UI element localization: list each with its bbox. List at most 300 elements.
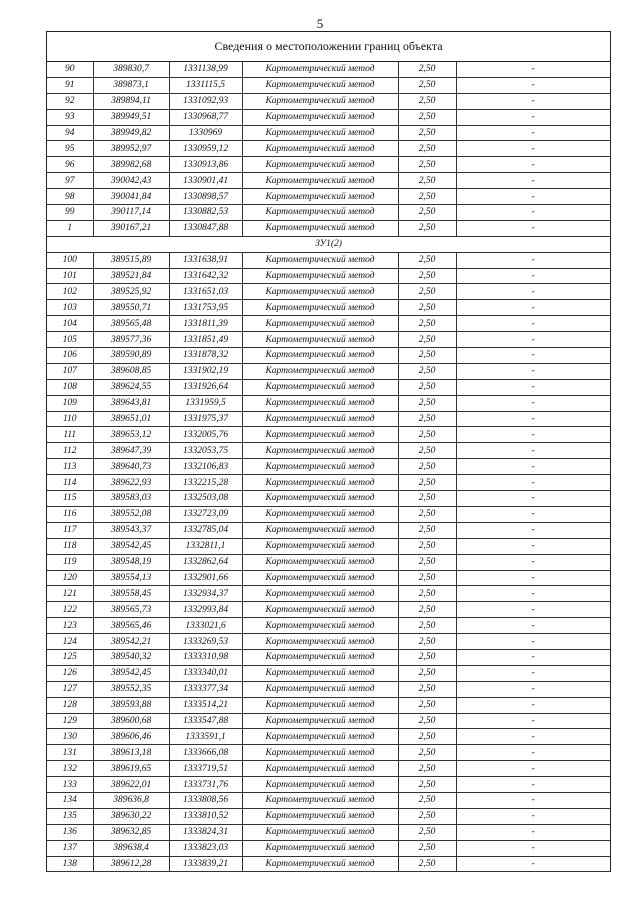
cell-coord-y: 1333310,98 [169,649,242,665]
cell-method: Картометрический метод [242,77,398,93]
table-row [47,602,610,618]
cell-note: - [456,856,610,872]
cell-coord-x: 389624,55 [93,379,169,395]
cell-coord-x: 389622,93 [93,475,169,491]
cell-coord-y: 1331115,5 [169,77,242,93]
table-row [47,379,610,395]
cell-coord-y: 1332723,09 [169,506,242,522]
cell-point-number: 97 [47,173,93,189]
cell-coord-y: 1332811,1 [169,538,242,554]
cell-coord-y: 1330901,41 [169,173,242,189]
table-row [47,62,610,77]
table-row [47,840,610,856]
cell-note: - [456,697,610,713]
cell-method: Картометрический метод [242,205,398,221]
cell-note: - [456,618,610,634]
cell-coord-x: 389949,82 [93,125,169,141]
table-row [47,761,610,777]
cell-accuracy: 2,50 [398,77,456,93]
cell-coord-y: 1332785,04 [169,522,242,538]
cell-coord-y: 1333547,88 [169,713,242,729]
cell-point-number: 107 [47,363,93,379]
cell-accuracy: 2,50 [398,554,456,570]
cell-accuracy: 2,50 [398,745,456,761]
cell-method: Картометрический метод [242,538,398,554]
cell-accuracy: 2,50 [398,697,456,713]
cell-note: - [456,777,610,793]
cell-coord-x: 389565,46 [93,618,169,634]
cell-coord-y: 1331811,39 [169,316,242,332]
cell-coord-x: 389590,89 [93,348,169,364]
cell-accuracy: 2,50 [398,189,456,205]
cell-point-number: 114 [47,475,93,491]
cell-accuracy: 2,50 [398,777,456,793]
cell-note: - [456,729,610,745]
cell-coord-y: 1332053,75 [169,443,242,459]
cell-note: - [456,427,610,443]
table-row [47,141,610,157]
cell-note: - [456,602,610,618]
table-row [47,157,610,173]
cell-coord-y: 1332862,64 [169,554,242,570]
cell-method: Картометрический метод [242,697,398,713]
cell-method: Картометрический метод [242,761,398,777]
cell-coord-x: 389543,37 [93,522,169,538]
cell-accuracy: 2,50 [398,729,456,745]
cell-accuracy: 2,50 [398,808,456,824]
cell-coord-y: 1331959,5 [169,395,242,411]
cell-coord-x: 389583,03 [93,491,169,507]
cell-coord-y: 1333824,31 [169,824,242,840]
cell-coord-x: 389565,73 [93,602,169,618]
table-row [47,443,610,459]
cell-accuracy: 2,50 [398,538,456,554]
table-row [47,332,610,348]
section-label: ЗУ1(2) [47,236,610,252]
cell-coord-x: 389606,46 [93,729,169,745]
cell-method: Картометрический метод [242,332,398,348]
cell-point-number: 116 [47,506,93,522]
cell-method: Картометрический метод [242,634,398,650]
cell-coord-y: 1330968,77 [169,109,242,125]
cell-note: - [456,475,610,491]
cell-note: - [456,93,610,109]
cell-accuracy: 2,50 [398,649,456,665]
cell-coord-y: 1331975,37 [169,411,242,427]
cell-note: - [456,586,610,602]
cell-accuracy: 2,50 [398,268,456,284]
cell-coord-y: 1333021,6 [169,618,242,634]
cell-point-number: 125 [47,649,93,665]
cell-point-number: 138 [47,856,93,872]
cell-point-number: 133 [47,777,93,793]
cell-note: - [456,570,610,586]
cell-method: Картометрический метод [242,665,398,681]
cell-note: - [456,173,610,189]
cell-method: Картометрический метод [242,125,398,141]
cell-accuracy: 2,50 [398,570,456,586]
cell-method: Картометрический метод [242,316,398,332]
cell-coord-x: 389540,32 [93,649,169,665]
cell-coord-x: 389619,65 [93,761,169,777]
cell-note: - [456,363,610,379]
table-row [47,570,610,586]
cell-point-number: 129 [47,713,93,729]
cell-coord-y: 1331753,95 [169,300,242,316]
cell-point-number: 111 [47,427,93,443]
cell-coord-x: 389542,45 [93,538,169,554]
cell-coord-x: 389653,12 [93,427,169,443]
cell-method: Картометрический метод [242,840,398,856]
cell-note: - [456,141,610,157]
cell-accuracy: 2,50 [398,792,456,808]
page-number: 5 [316,16,324,31]
cell-coord-y: 1333719,51 [169,761,242,777]
cell-coord-y: 1332503,08 [169,491,242,507]
cell-coord-x: 389647,39 [93,443,169,459]
cell-coord-y: 1330882,53 [169,205,242,221]
table-row [47,729,610,745]
cell-note: - [456,348,610,364]
cell-point-number: 118 [47,538,93,554]
cell-coord-y: 1333839,21 [169,856,242,872]
cell-point-number: 137 [47,840,93,856]
cell-coord-x: 389521,84 [93,268,169,284]
cell-accuracy: 2,50 [398,506,456,522]
cell-coord-x: 389613,18 [93,745,169,761]
table-row [47,506,610,522]
cell-coord-y: 1331926,64 [169,379,242,395]
cell-point-number: 117 [47,522,93,538]
cell-note: - [456,109,610,125]
cell-note: - [456,808,610,824]
cell-coord-y: 1333808,56 [169,792,242,808]
cell-method: Картометрический метод [242,300,398,316]
boundary-table-sheet [46,31,611,872]
cell-note: - [456,252,610,268]
cell-point-number: 103 [47,300,93,316]
cell-note: - [456,713,610,729]
table-row [47,189,610,205]
cell-point-number: 94 [47,125,93,141]
cell-accuracy: 2,50 [398,475,456,491]
table-row [47,363,610,379]
cell-method: Картометрический метод [242,443,398,459]
table-row [47,522,610,538]
cell-accuracy: 2,50 [398,62,456,77]
cell-coord-x: 389593,88 [93,697,169,713]
cell-note: - [456,554,610,570]
table-row [47,777,610,793]
cell-coord-y: 1332993,84 [169,602,242,618]
cell-coord-y: 1331138,99 [169,62,242,77]
table-row [47,268,610,284]
cell-method: Картометрический метод [242,713,398,729]
cell-method: Картометрический метод [242,62,398,77]
cell-accuracy: 2,50 [398,459,456,475]
cell-note: - [456,220,610,236]
cell-accuracy: 2,50 [398,109,456,125]
cell-point-number: 98 [47,189,93,205]
cell-method: Картометрический метод [242,808,398,824]
cell-accuracy: 2,50 [398,602,456,618]
cell-coord-x: 389552,08 [93,506,169,522]
cell-coord-y: 1331638,91 [169,252,242,268]
table-row [47,856,610,872]
cell-accuracy: 2,50 [398,284,456,300]
cell-point-number: 91 [47,77,93,93]
table-row [47,713,610,729]
cell-accuracy: 2,50 [398,443,456,459]
cell-coord-y: 1332934,37 [169,586,242,602]
cell-note: - [456,125,610,141]
cell-coord-x: 389542,45 [93,665,169,681]
table-row [47,586,610,602]
cell-coord-y: 1332901,66 [169,570,242,586]
cell-note: - [456,395,610,411]
cell-method: Картометрический метод [242,777,398,793]
cell-method: Картометрический метод [242,649,398,665]
table-row [47,808,610,824]
cell-note: - [456,268,610,284]
cell-coord-x: 389600,68 [93,713,169,729]
cell-accuracy: 2,50 [398,395,456,411]
cell-coord-x: 389577,36 [93,332,169,348]
cell-method: Картометрический метод [242,348,398,364]
cell-note: - [456,665,610,681]
table-row [47,792,610,808]
cell-method: Картометрический метод [242,284,398,300]
cell-point-number: 132 [47,761,93,777]
table-row [47,220,610,236]
table-row [47,745,610,761]
table-row [47,348,610,364]
cell-method: Картометрический метод [242,506,398,522]
table-row [47,252,610,268]
section-row [47,236,610,252]
cell-coord-x: 390117,14 [93,205,169,221]
table-row [47,475,610,491]
cell-method: Картометрический метод [242,173,398,189]
cell-point-number: 112 [47,443,93,459]
cell-point-number: 122 [47,602,93,618]
cell-method: Картометрический метод [242,427,398,443]
cell-coord-x: 389558,45 [93,586,169,602]
cell-point-number: 96 [47,157,93,173]
cell-coord-y: 1333810,52 [169,808,242,824]
cell-method: Картометрический метод [242,792,398,808]
cell-accuracy: 2,50 [398,427,456,443]
cell-coord-y: 1330913,86 [169,157,242,173]
cell-note: - [456,205,610,221]
cell-point-number: 134 [47,792,93,808]
table-row [47,316,610,332]
cell-point-number: 95 [47,141,93,157]
table-row [47,538,610,554]
cell-accuracy: 2,50 [398,205,456,221]
cell-note: - [456,634,610,650]
table-row [47,554,610,570]
cell-point-number: 121 [47,586,93,602]
cell-note: - [456,761,610,777]
cell-method: Картометрический метод [242,586,398,602]
table-row [47,459,610,475]
cell-coord-x: 389651,01 [93,411,169,427]
table-row [47,427,610,443]
cell-accuracy: 2,50 [398,761,456,777]
cell-accuracy: 2,50 [398,618,456,634]
cell-accuracy: 2,50 [398,300,456,316]
cell-note: - [456,506,610,522]
cell-coord-y: 1331642,32 [169,268,242,284]
cell-coord-x: 389830,7 [93,62,169,77]
table-row [47,300,610,316]
cell-coord-x: 390041,84 [93,189,169,205]
cell-accuracy: 2,50 [398,379,456,395]
cell-point-number: 102 [47,284,93,300]
cell-method: Картометрический метод [242,93,398,109]
cell-coord-y: 1333377,34 [169,681,242,697]
cell-point-number: 127 [47,681,93,697]
cell-method: Картометрический метод [242,459,398,475]
cell-coord-x: 389525,92 [93,284,169,300]
cell-coord-x: 389554,13 [93,570,169,586]
cell-accuracy: 2,50 [398,681,456,697]
cell-point-number: 136 [47,824,93,840]
cell-accuracy: 2,50 [398,348,456,364]
cell-point-number: 100 [47,252,93,268]
cell-point-number: 115 [47,491,93,507]
cell-coord-y: 1330969 [169,125,242,141]
cell-coord-x: 389894,11 [93,93,169,109]
table-row [47,634,610,650]
cell-method: Картометрический метод [242,268,398,284]
cell-accuracy: 2,50 [398,856,456,872]
cell-method: Картометрический метод [242,491,398,507]
cell-coord-y: 1331651,03 [169,284,242,300]
cell-coord-y: 1333514,21 [169,697,242,713]
cell-accuracy: 2,50 [398,332,456,348]
cell-coord-x: 389548,19 [93,554,169,570]
cell-coord-x: 389638,4 [93,840,169,856]
cell-note: - [456,300,610,316]
cell-method: Картометрический метод [242,554,398,570]
cell-note: - [456,316,610,332]
cell-accuracy: 2,50 [398,665,456,681]
cell-method: Картометрический метод [242,618,398,634]
cell-accuracy: 2,50 [398,586,456,602]
cell-coord-y: 1332106,83 [169,459,242,475]
table-row [47,284,610,300]
table-row [47,618,610,634]
cell-coord-x: 389542,21 [93,634,169,650]
table-row [47,824,610,840]
cell-coord-y: 1330898,57 [169,189,242,205]
cell-coord-y: 1333269,53 [169,634,242,650]
cell-note: - [456,157,610,173]
cell-point-number: 135 [47,808,93,824]
cell-method: Картометрический метод [242,189,398,205]
cell-note: - [456,189,610,205]
cell-point-number: 105 [47,332,93,348]
cell-note: - [456,491,610,507]
cell-coord-x: 389982,68 [93,157,169,173]
cell-point-number: 104 [47,316,93,332]
cell-coord-x: 389636,8 [93,792,169,808]
cell-coord-y: 1332005,76 [169,427,242,443]
cell-method: Картометрический метод [242,729,398,745]
table-row [47,109,610,125]
table-row [47,697,610,713]
table-row [47,93,610,109]
cell-accuracy: 2,50 [398,141,456,157]
cell-coord-x: 389643,81 [93,395,169,411]
cell-point-number: 101 [47,268,93,284]
cell-note: - [456,792,610,808]
cell-note: - [456,745,610,761]
cell-accuracy: 2,50 [398,522,456,538]
cell-note: - [456,824,610,840]
cell-method: Картометрический метод [242,220,398,236]
cell-point-number: 93 [47,109,93,125]
cell-accuracy: 2,50 [398,840,456,856]
cell-coord-y: 1332215,28 [169,475,242,491]
cell-point-number: 108 [47,379,93,395]
cell-coord-x: 389550,71 [93,300,169,316]
cell-coord-y: 1333823,03 [169,840,242,856]
cell-coord-y: 1330959,12 [169,141,242,157]
cell-method: Картометрический метод [242,379,398,395]
cell-note: - [456,77,610,93]
cell-coord-x: 389952,97 [93,141,169,157]
table-row [47,205,610,221]
cell-point-number: 106 [47,348,93,364]
cell-coord-y: 1333340,01 [169,665,242,681]
cell-coord-x: 390167,21 [93,220,169,236]
cell-note: - [456,443,610,459]
cell-method: Картометрический метод [242,157,398,173]
cell-note: - [456,681,610,697]
cell-method: Картометрический метод [242,141,398,157]
cell-accuracy: 2,50 [398,824,456,840]
cell-coord-x: 389608,85 [93,363,169,379]
cell-method: Картометрический метод [242,395,398,411]
cell-method: Картометрический метод [242,745,398,761]
cell-accuracy: 2,50 [398,125,456,141]
cell-point-number: 130 [47,729,93,745]
cell-method: Картометрический метод [242,109,398,125]
cell-coord-y: 1333666,08 [169,745,242,761]
cell-note: - [456,332,610,348]
coordinates-table-body [47,62,610,872]
cell-accuracy: 2,50 [398,363,456,379]
table-header-title: Сведения о местоположении границ объекта [47,32,610,62]
table-row [47,395,610,411]
cell-point-number: 120 [47,570,93,586]
cell-accuracy: 2,50 [398,634,456,650]
cell-note: - [456,411,610,427]
cell-coord-y: 1331092,93 [169,93,242,109]
coordinates-table [47,62,610,872]
cell-coord-y: 1330847,88 [169,220,242,236]
cell-coord-y: 1333731,76 [169,777,242,793]
cell-coord-x: 389640,73 [93,459,169,475]
cell-accuracy: 2,50 [398,713,456,729]
cell-accuracy: 2,50 [398,157,456,173]
cell-note: - [456,284,610,300]
cell-accuracy: 2,50 [398,93,456,109]
cell-accuracy: 2,50 [398,220,456,236]
